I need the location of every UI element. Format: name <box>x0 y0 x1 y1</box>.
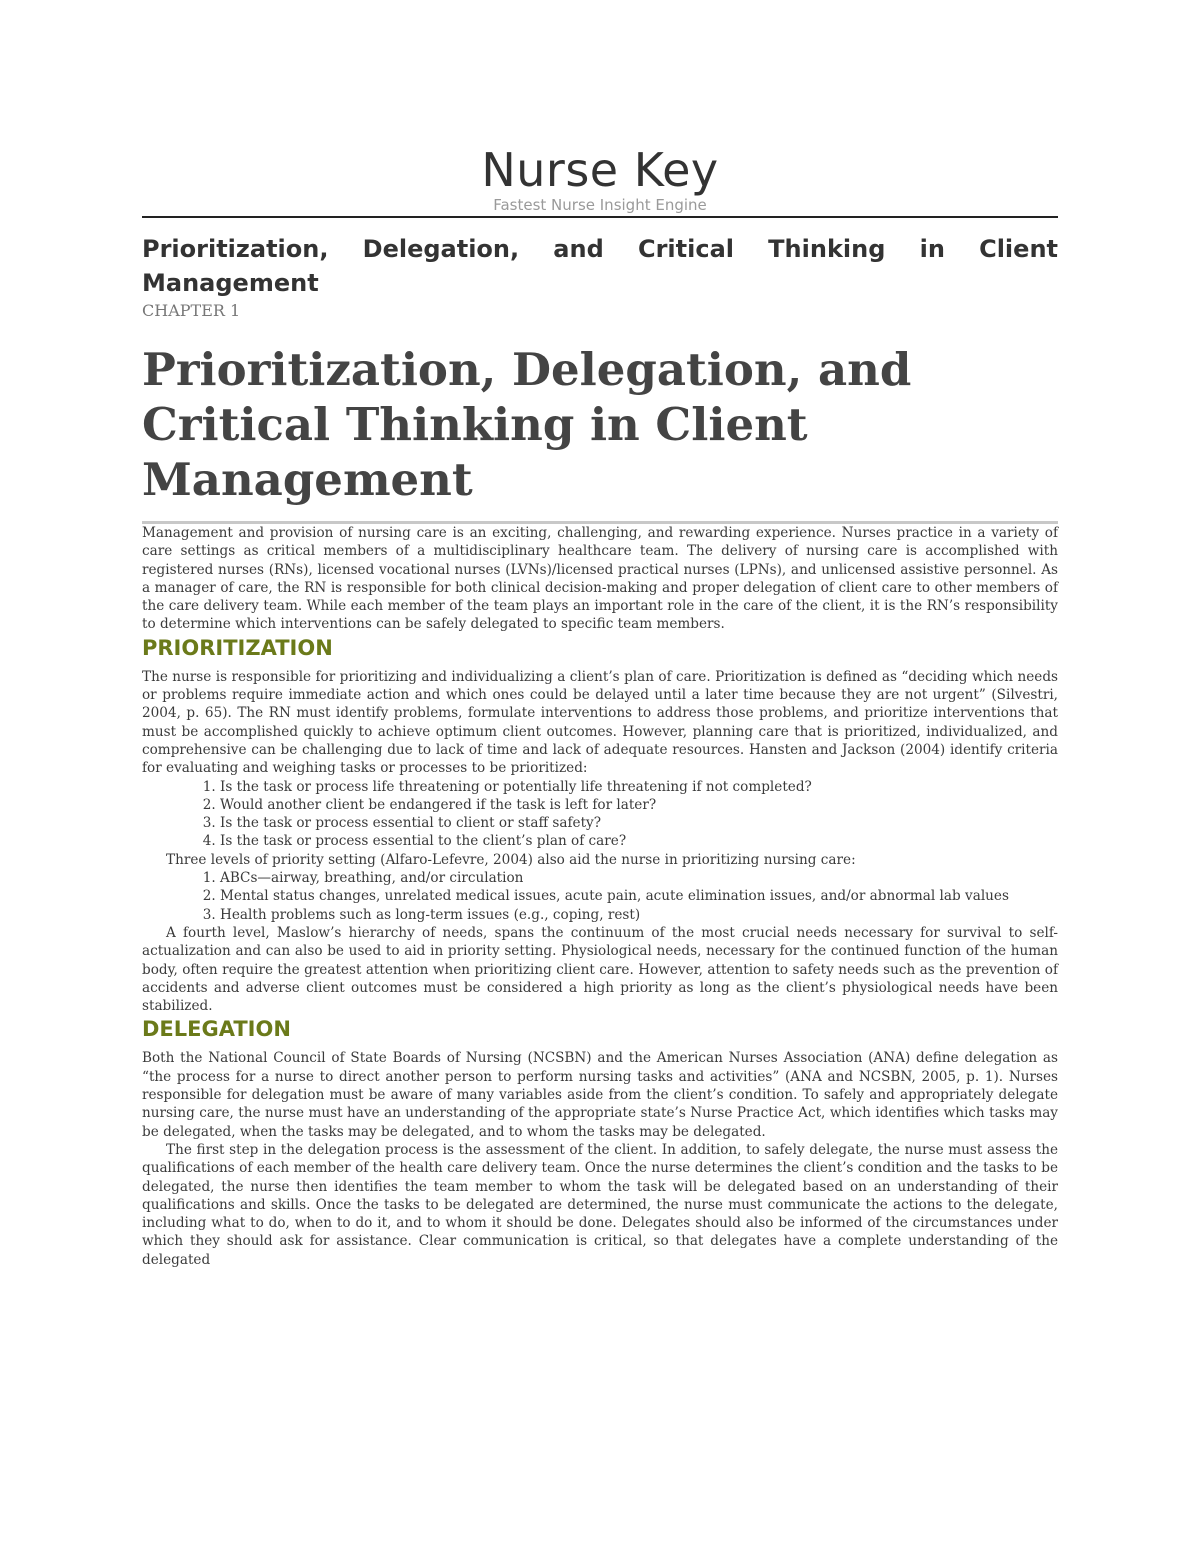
delegation-paragraph-1: Both the National Council of State Boards of Nursing (NCSBN) and the American Nurses Association (ANA) define delegation as “the process for a nurse to direct another person to perform nursing tasks and activities” (ANA and NCSBN, 2005, p. 1). Nurses responsible for delegation must be aware of many variables aside from the client’s condition. To safely and appropriately delegate nursing care, the nurse must have an understanding of the appropriate state’s Nurse Practice Act, which identifies which tasks may be delegated, when the tasks may be delegated, and to whom the tasks may be delegated. <box>142 1050 1058 1140</box>
site-title[interactable]: Nurse Key <box>481 143 719 197</box>
priority-levels-list <box>142 869 1058 924</box>
site-header <box>142 138 1058 214</box>
document-page <box>142 138 1058 1269</box>
prioritization-heading: PRIORITIZATION <box>142 635 333 660</box>
list-item: 2. Would another client be endangered if the task is left for later? <box>220 796 1058 814</box>
post-title: Prioritization, Delegation, and Critical Thinking in Client Management <box>142 235 1058 297</box>
delegation-paragraph-2: The first step in the delegation process is the assessment of the client. In addition, to safely delegate, the nurse must assess the qualifications of each member of the health care delivery team. Once the nurse determines the client’s condition and the tasks to be delegated, the nurse then identifies the team member to whom the task will be delegated based on an understanding of their qualifications and skills. Once the tasks to be delegated are determined, the nurse must communicate the actions to the delegate, including what to do, when to do it, and to whom it should be done. Delegates should also be informed of the circumstances under which they should ask for assistance. Clear communication is critical, so that delegates have a complete understanding of the delegated <box>142 1141 1058 1268</box>
prioritization-paragraph-1: The nurse is responsible for prioritizing and individualizing a client’s plan of care. Prioritization is defined as “deciding which needs or problems require immediate action and which ones could be delayed until a later time because they are not urgent” (Silvestri, 2004, p. 65). The RN must identify problems, formulate interventions to address those problems, and prioritize interventions that must be accomplished quickly to achieve optimum client outcomes. However, planning care that is prioritized, individualized, and comprehensive can be challenging due to lack of time and lack of adequate resources. Hansten and Jackson (2004) identify criteria for evaluating and weighing tasks or processes to be prioritized: <box>142 668 1058 777</box>
prioritization-paragraph-2: Three levels of priority setting (Alfaro-Lefevre, 2004) also aid the nurse in prioritizing nursing care: <box>166 851 856 868</box>
prioritization-paragraph-3: A fourth level, Maslow’s hierarchy of needs, spans the continuum of the most crucial needs necessary for survival to self-actualization and can also be used to aid in priority setting. Physiological needs, necessary for the continued function of the human body, often require the greatest attention when prioritizing client care. However, attention to safety needs such as the prevention of accidents and adverse client outcomes must be considered a high priority as long as the client’s physiological needs have been stabilized. <box>142 924 1058 1015</box>
delegation-heading: DELEGATION <box>142 1017 291 1042</box>
list-item: 3. Is the task or process essential to client or staff safety? <box>220 814 1058 832</box>
list-item: 3. Health problems such as long-term issues (e.g., coping, rest) <box>220 906 1058 924</box>
list-item: 1. Is the task or process life threatening or potentially life threatening if not completed? <box>220 778 1058 796</box>
prioritization-criteria-list <box>142 778 1058 851</box>
list-item: 2. Mental status changes, unrelated medical issues, acute pain, acute elimination issues, and/or abnormal lab values <box>220 887 1058 905</box>
list-item: 4. Is the task or process essential to the client’s plan of care? <box>220 832 1058 850</box>
list-item: 1. ABCs—airway, breathing, and/or circulation <box>220 869 1058 887</box>
prioritization-section <box>142 668 1058 1016</box>
intro-paragraph: Management and provision of nursing care is an exciting, challenging, and rewarding experience. Nurses practice in a variety of care settings as critical members of a multidisciplinary healthcare team. The delivery of nursing care is accomplished with registered nurses (RNs), licensed vocational nurses (LVNs)/licensed practical nurses (LPNs), and unlicensed assistive personnel. As a manager of care, the RN is responsible for both clinical decision-making and proper delegation of client care to other members of the care delivery team. While each member of the team plays an important role in the care of the client, it is the RN’s responsibility to determine which interventions can be safely delegated to specific team members. <box>142 525 1058 633</box>
site-tagline: Fastest Nurse Insight Engine <box>493 196 707 214</box>
header-divider <box>142 216 1058 218</box>
delegation-section <box>142 1049 1058 1269</box>
chapter-label: CHAPTER 1 <box>142 301 241 320</box>
chapter-title: Prioritization, Delegation, and Critical Thinking in Client Management <box>142 343 912 506</box>
